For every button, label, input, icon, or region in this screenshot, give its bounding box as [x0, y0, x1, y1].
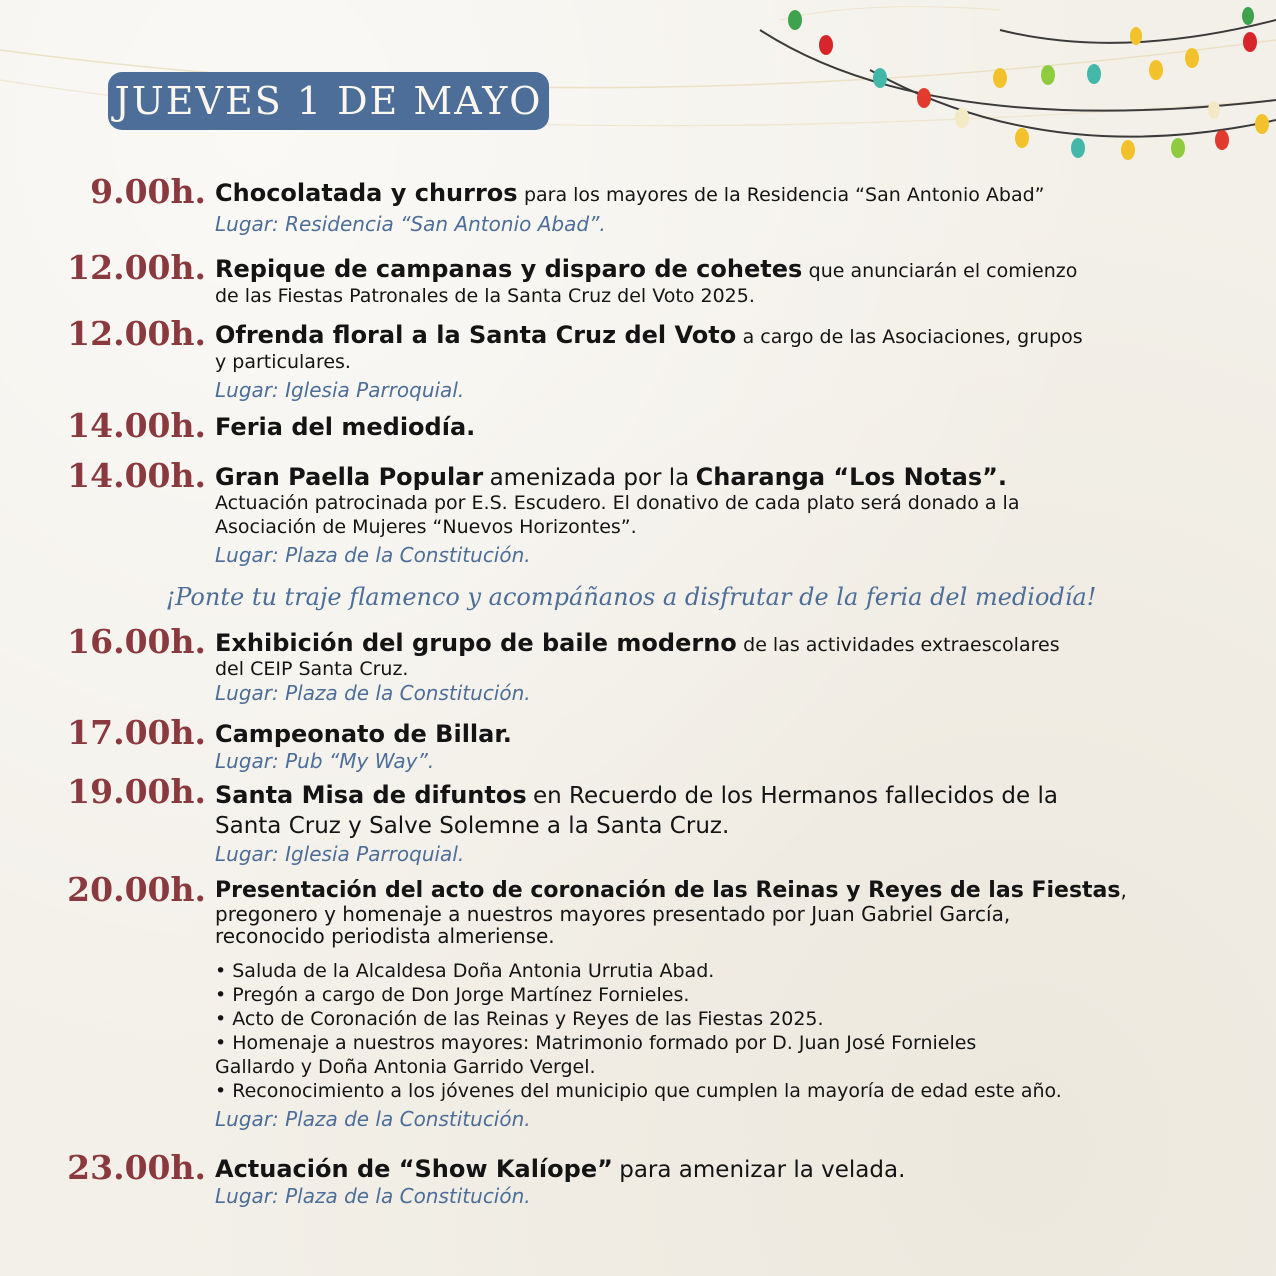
event-time: 9.00h. — [90, 172, 206, 211]
event-title-rest: a cargo de las Asociaciones, grupos — [742, 326, 1083, 348]
event-title: Ofrenda floral a la Santa Cruz del Voto — [215, 321, 737, 349]
event-title-rest: , — [1120, 878, 1127, 902]
event-title-rest: amenizada por la — [489, 465, 690, 491]
event-time: 14.00h. — [67, 406, 206, 445]
day-header: JUEVES 1 DE MAYO — [108, 72, 549, 130]
slogan: ¡Ponte tu traje flamenco y acompáñanos a disfrutar de la feria del mediodía! — [165, 583, 1097, 611]
event-description-2: Asociación de Mujeres “Nuevos Horizontes”. — [215, 516, 637, 538]
event-place: Lugar: Pub “My Way”. — [215, 749, 435, 773]
event-place: Lugar: Iglesia Parroquial. — [215, 378, 465, 402]
event-title: Gran Paella Popular — [215, 463, 484, 491]
bullet-item: Gallardo y Doña Antonia Garrido Vergel. — [215, 1056, 596, 1078]
event-title-rest: para amenizar la velada. — [619, 1157, 906, 1183]
event-description: del CEIP Santa Cruz. — [215, 658, 409, 680]
event-description: Actuación patrocinada por E.S. Escudero. El donativo de cada plato será donado a la — [215, 492, 1020, 514]
event-time: 14.00h. — [67, 456, 206, 495]
event-time: 12.00h. — [67, 248, 206, 287]
event-title: Presentación del acto de coronación de las Reinas y Reyes de las Fiestas — [215, 878, 1121, 903]
event-place: Lugar: Plaza de la Constitución. — [215, 1107, 531, 1131]
event-description: de las Fiestas Patronales de la Santa Cruz del Voto 2025. — [215, 285, 755, 307]
event-title: Actuación de “Show Kalíope” — [215, 1155, 613, 1183]
event-place: Lugar: Iglesia Parroquial. — [215, 842, 465, 866]
event-description: y particulares. — [215, 351, 351, 373]
event-time: 23.00h. — [67, 1148, 206, 1187]
event-description-2: reconocido periodista almeriense. — [215, 924, 555, 948]
event-title: Santa Misa de difuntos — [215, 781, 527, 809]
bullet-item: • Acto de Coronación de las Reinas y Reyes de las Fiestas 2025. — [215, 1008, 824, 1030]
event-title-rest: en Recuerdo de los Hermanos fallecidos de la — [532, 783, 1058, 809]
event-title-rest: de las actividades extraescolares — [743, 634, 1060, 656]
event-title-2: Charanga “Los Notas”. — [695, 463, 1007, 491]
event-title-rest: que anunciarán el comienzo — [808, 260, 1078, 282]
event-title: Repique de campanas y disparo de cohetes — [215, 255, 803, 283]
event-description: Santa Cruz y Salve Solemne a la Santa Cruz. — [215, 813, 730, 839]
event-title-rest: para los mayores de la Residencia “San Antonio Abad” — [523, 184, 1045, 206]
bullet-item: • Reconocimiento a los jóvenes del municipio que cumplen la mayoría de edad este año. — [215, 1080, 1062, 1102]
event-place: Lugar: Plaza de la Constitución. — [215, 1184, 531, 1208]
event-time: 16.00h. — [67, 622, 206, 661]
event-time: 19.00h. — [67, 772, 206, 811]
bullet-item: • Pregón a cargo de Don Jorge Martínez Fornieles. — [215, 984, 690, 1006]
event-time: 20.00h. — [67, 870, 206, 909]
event-time: 17.00h. — [67, 713, 206, 752]
event-time: 12.00h. — [67, 314, 206, 353]
event-title: Chocolatada y churros — [215, 179, 518, 207]
event-title: Feria del mediodía. — [215, 413, 476, 441]
event-place: Lugar: Plaza de la Constitución. — [215, 681, 531, 705]
bullet-item: • Homenaje a nuestros mayores: Matrimonio formado por D. Juan José Fornieles — [215, 1032, 977, 1054]
event-title: Campeonato de Billar. — [215, 720, 512, 748]
event-title: Exhibición del grupo de baile moderno — [215, 629, 737, 657]
event-place: Lugar: Residencia “San Antonio Abad”. — [215, 212, 606, 236]
event-description: pregonero y homenaje a nuestros mayores presentado por Juan Gabriel García, — [215, 902, 1011, 926]
event-place: Lugar: Plaza de la Constitución. — [215, 543, 531, 567]
bullet-item: • Saluda de la Alcaldesa Doña Antonia Urrutia Abad. — [215, 960, 715, 982]
